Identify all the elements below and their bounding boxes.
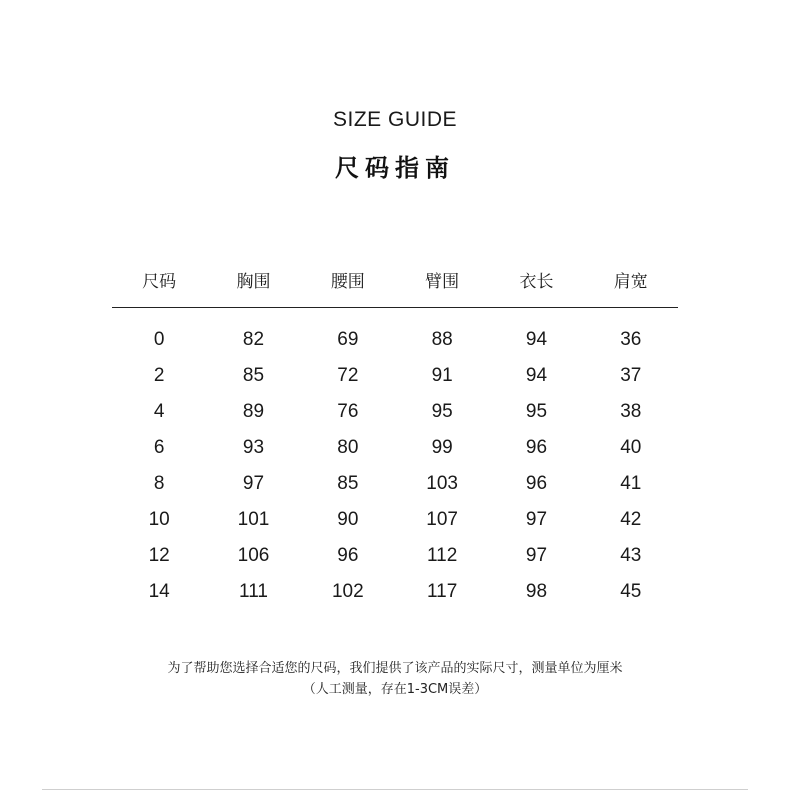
table-cell: 42 — [620, 509, 642, 530]
bottom-divider — [42, 789, 748, 790]
table-cell: 72 — [337, 365, 359, 386]
header-shoulder: 肩宽 — [613, 271, 648, 292]
table-cell: 36 — [620, 329, 642, 350]
table-row — [112, 430, 678, 466]
note-line-2: （人工测量，存在1-3CM误差） — [302, 682, 488, 697]
table-cell: 95 — [431, 401, 453, 422]
table-cell: 101 — [237, 509, 270, 530]
note-line-1: 为了帮助您选择合适您的尺码，我们提供了该产品的实际尺寸，测量单位为厘米 — [167, 661, 623, 676]
header-waist: 腰围 — [330, 271, 365, 292]
table-cell: 41 — [620, 473, 642, 494]
table-cell: 2 — [153, 365, 165, 386]
table-cell: 111 — [239, 581, 268, 602]
table-cell: 96 — [525, 437, 548, 458]
size-table — [112, 260, 678, 610]
table-cell: 97 — [525, 509, 548, 530]
header-divider — [112, 307, 678, 308]
table-cell: 97 — [242, 473, 265, 494]
table-cell: 85 — [242, 365, 265, 386]
table-cell: 117 — [427, 581, 458, 602]
table-cell: 94 — [525, 365, 548, 386]
table-cell: 43 — [620, 545, 642, 566]
table-cell: 85 — [337, 473, 359, 494]
table-cell: 98 — [525, 581, 548, 602]
header-arm: 臂围 — [425, 271, 460, 292]
table-cell: 82 — [242, 329, 265, 350]
table-cell: 102 — [331, 581, 364, 602]
table-row — [112, 502, 678, 538]
table-cell: 96 — [337, 545, 359, 566]
table-cell: 91 — [431, 365, 453, 386]
table-cell: 10 — [148, 509, 170, 530]
table-cell: 38 — [620, 401, 642, 422]
table-row — [112, 322, 678, 358]
table-row — [112, 574, 678, 610]
table-header-row — [112, 260, 678, 298]
table-cell: 95 — [525, 401, 548, 422]
table-cell: 80 — [337, 437, 359, 458]
table-cell: 107 — [426, 509, 458, 530]
table-cell: 0 — [153, 329, 165, 350]
header-size: 尺码 — [142, 271, 177, 292]
table-cell: 69 — [337, 329, 359, 350]
table-cell: 37 — [620, 365, 642, 386]
page-title-en: SIZE GUIDE — [332, 108, 458, 131]
header-length: 衣长 — [519, 271, 554, 292]
table-cell: 94 — [525, 329, 548, 350]
table-cell: 97 — [525, 545, 548, 566]
table-cell: 96 — [525, 473, 548, 494]
page-title-cn: 尺码指南 — [335, 154, 455, 182]
table-cell: 76 — [337, 401, 359, 422]
table-cell: 4 — [153, 401, 165, 422]
table-cell: 45 — [620, 581, 642, 602]
table-cell: 112 — [427, 545, 458, 566]
table-cell: 12 — [148, 545, 170, 566]
table-row — [112, 394, 678, 430]
table-cell: 8 — [153, 473, 165, 494]
table-row — [112, 466, 678, 502]
table-cell: 106 — [237, 545, 270, 566]
table-cell: 6 — [153, 437, 165, 458]
table-cell: 90 — [337, 509, 359, 530]
header-chest: 胸围 — [236, 271, 271, 292]
table-cell: 103 — [426, 473, 458, 494]
table-cell: 93 — [242, 437, 265, 458]
table-cell: 88 — [431, 329, 453, 350]
table-row — [112, 538, 678, 574]
table-cell: 99 — [431, 437, 453, 458]
table-cell: 40 — [620, 437, 642, 458]
table-cell: 14 — [148, 581, 170, 602]
measurement-note — [0, 658, 790, 700]
table-row — [112, 358, 678, 394]
table-cell: 89 — [242, 401, 265, 422]
